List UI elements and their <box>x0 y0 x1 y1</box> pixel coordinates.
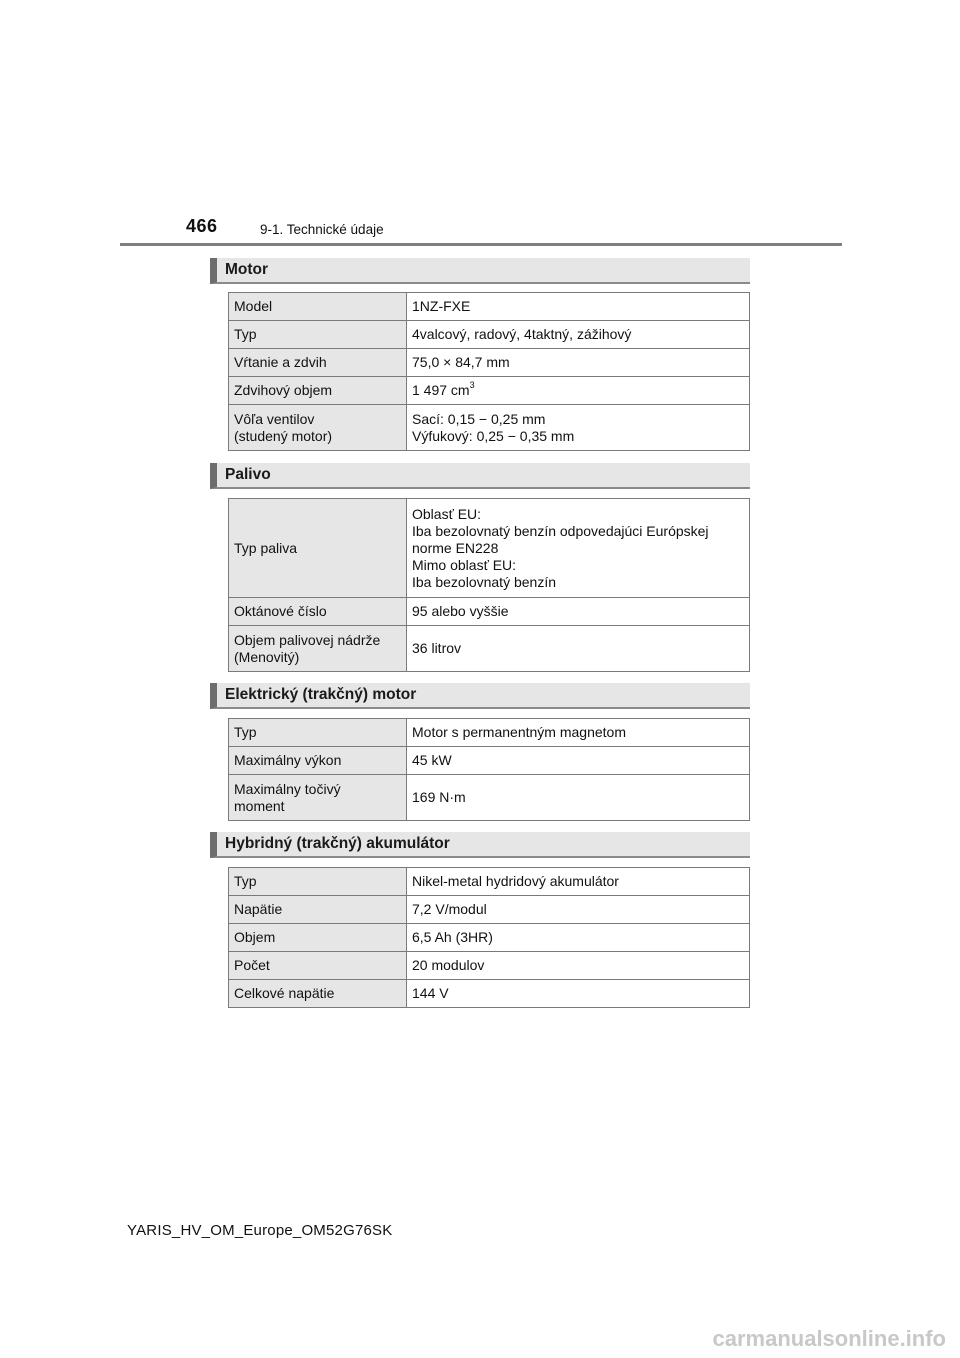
label-line: Vôľa ventilov <box>234 410 315 427</box>
row-label: Typ <box>229 321 407 349</box>
table-row <box>229 377 750 405</box>
row-label: Napätie <box>229 896 407 924</box>
row-value: 75,0 × 84,7 mm <box>407 349 750 377</box>
row-value: 1NZ-FXE <box>407 293 750 321</box>
header-rule <box>120 243 842 246</box>
row-value: 169 N·m <box>407 775 750 821</box>
row-label: Vŕtanie a zdvih <box>229 349 407 377</box>
row-label: Objem <box>229 924 407 952</box>
spec-table-palivo <box>228 498 750 672</box>
value-line: Sací: 0,15 − 0,25 mm <box>412 410 546 427</box>
spec-table-battery <box>228 867 750 1008</box>
spec-table-motor <box>228 292 750 451</box>
row-label: Celkové napätie <box>229 980 407 1008</box>
row-value: 144 V <box>407 980 750 1008</box>
label-line: Objem palivovej nádrže <box>234 631 381 648</box>
row-label <box>229 775 407 821</box>
table-row <box>229 747 750 775</box>
value-line: Mimo oblasť EU: <box>412 556 517 573</box>
row-label: Model <box>229 293 407 321</box>
row-value: 45 kW <box>407 747 750 775</box>
row-value: 6,5 Ah (3HR) <box>407 924 750 952</box>
row-label: Maximálny výkon <box>229 747 407 775</box>
value-line: Oblasť EU: <box>412 505 482 522</box>
table-row <box>229 896 750 924</box>
section-header-electric-motor <box>210 683 750 709</box>
row-value <box>407 377 750 405</box>
section-header-motor <box>210 258 750 284</box>
label-line: (studený motor) <box>234 427 333 444</box>
table-row <box>229 952 750 980</box>
table-row <box>229 598 750 626</box>
table-row <box>229 499 750 598</box>
row-value: Motor s permanentným magnetom <box>407 719 750 747</box>
table-row <box>229 405 750 451</box>
table-row <box>229 321 750 349</box>
table-row <box>229 775 750 821</box>
label-line: (Menovitý) <box>234 648 300 665</box>
page-number: 466 <box>186 216 218 236</box>
watermark: carmanualsonline.info <box>712 1326 946 1351</box>
row-value: 20 modulov <box>407 952 750 980</box>
label-line: Maximálny točivý <box>234 780 341 797</box>
row-label: Typ paliva <box>229 499 407 598</box>
label-line: moment <box>234 797 285 814</box>
value-text: 1 497 cm <box>412 382 470 398</box>
row-label: Počet <box>229 952 407 980</box>
value-line: norme EN228 <box>412 539 499 556</box>
table-row <box>229 626 750 672</box>
row-value: 7,2 V/modul <box>407 896 750 924</box>
chapter-title: 9-1. Technické údaje <box>260 222 384 237</box>
value-line: Výfukový: 0,25 − 0,35 mm <box>412 427 575 444</box>
row-label <box>229 405 407 451</box>
spec-table-electric-motor <box>228 718 750 821</box>
row-label: Oktánové číslo <box>229 598 407 626</box>
row-label: Typ <box>229 868 407 896</box>
row-value: 36 litrov <box>407 626 750 672</box>
section-title: Palivo <box>225 466 271 483</box>
document-code: YARIS_HV_OM_Europe_OM52G76SK <box>127 1222 393 1239</box>
table-row <box>229 719 750 747</box>
section-header-palivo <box>210 463 750 489</box>
row-value <box>407 405 750 451</box>
row-label: Zdvihový objem <box>229 377 407 405</box>
row-value: 95 alebo vyššie <box>407 598 750 626</box>
row-value <box>407 499 750 598</box>
section-header-battery <box>210 832 750 858</box>
section-title: Elektrický (trakčný) motor <box>225 686 417 703</box>
table-row <box>229 293 750 321</box>
table-row <box>229 980 750 1008</box>
value-line: Iba bezolovnatý benzín odpovedajúci Európskej <box>412 522 709 539</box>
section-title: Hybridný (trakčný) akumulátor <box>225 835 450 852</box>
table-row <box>229 924 750 952</box>
table-row <box>229 349 750 377</box>
row-value: Nikel-metal hydridový akumulátor <box>407 868 750 896</box>
row-value: 4valcový, radový, 4taktný, zážihový <box>407 321 750 349</box>
superscript: 3 <box>469 380 475 390</box>
section-title: Motor <box>225 261 269 278</box>
row-label: Typ <box>229 719 407 747</box>
row-label <box>229 626 407 672</box>
table-row <box>229 868 750 896</box>
value-line: Iba bezolovnatý benzín <box>412 573 556 590</box>
